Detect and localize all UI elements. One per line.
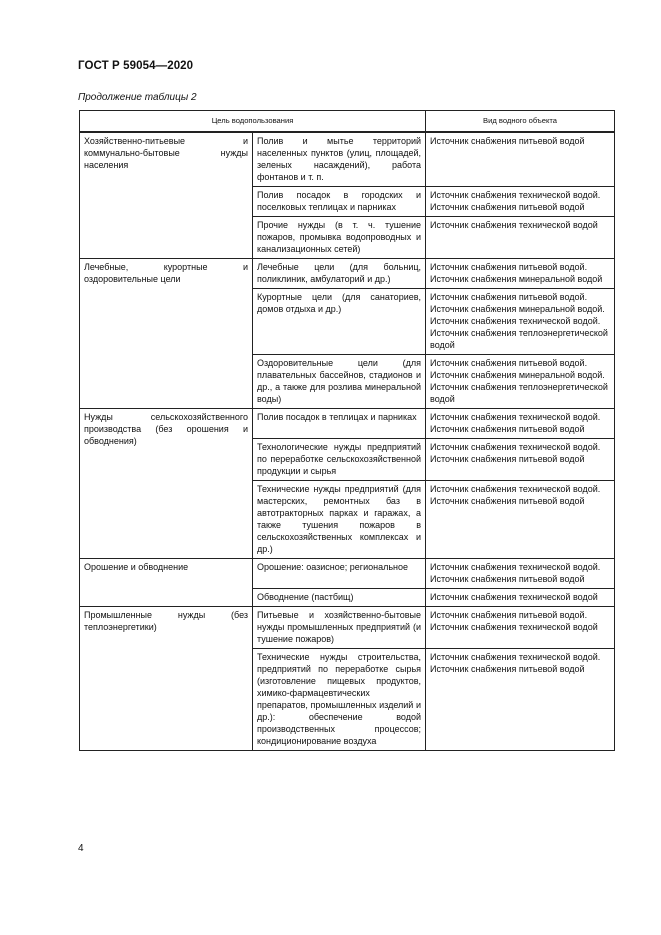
water-source-item: Источник снабжения питьевой водой. (430, 610, 588, 620)
water-source-item: Источник снабжения теплоэнергетической водой (430, 382, 608, 404)
water-source-cell (426, 132, 615, 187)
purpose-cell: Орошение и обводнение (80, 559, 253, 607)
water-source-item: Источник снабжения технической водой. (430, 190, 601, 200)
water-source-item: Источник снабжения технической водой (430, 592, 598, 602)
header-water-object: Вид водного объекта (426, 111, 615, 133)
water-source-item: Источник снабжения технической водой. (430, 412, 601, 422)
water-source-item: Источник снабжения питьевой водой. (430, 262, 588, 272)
table-row (80, 132, 615, 187)
water-source-item: Источник снабжения питьевой водой. (430, 358, 588, 368)
water-source-cell (426, 409, 615, 439)
water-source-item: Источник снабжения технической водой. (430, 442, 601, 452)
purpose-cell: Нужды сельскохозяйственного производства (без орошения и обводнения) (80, 409, 253, 559)
sub-purpose-cell: Полив посадок в теплицах и парниках (253, 409, 426, 439)
sub-purpose-cell: Орошение: оазисное; региональное (253, 559, 426, 589)
water-source-item: Источник снабжения технической водой. (430, 484, 601, 494)
sub-purpose-cell: Курортные цели (для санаториев, домов отдыха и др.) (253, 289, 426, 355)
water-source-cell (426, 589, 615, 607)
water-source-item: Источник снабжения минеральной водой. (430, 304, 605, 314)
water-use-table (79, 110, 615, 751)
table-row (80, 259, 615, 289)
document-code: ГОСТ Р 59054—2020 (78, 60, 194, 72)
water-source-cell (426, 607, 615, 649)
water-source-item: Источник снабжения минеральной водой (430, 274, 603, 284)
water-source-item: Источник снабжения питьевой водой (430, 454, 585, 464)
water-source-cell (426, 355, 615, 409)
table-row (80, 607, 615, 649)
sub-purpose-cell: Оздоровительные цели (для плавательных бассейнов, стадионов и др., а также для розлива минеральной воды) (253, 355, 426, 409)
water-source-item: Источник снабжения питьевой водой. (430, 292, 588, 302)
sub-purpose-cell: Технические нужды предприятий (для мастерских, ремонтных баз в автотракторных парках и гаражах, а также тушения пожаров в сельскохозяйственных комплексах и др.) (253, 481, 426, 559)
sub-purpose-cell: Обводнение (пастбищ) (253, 589, 426, 607)
table-row (80, 559, 615, 589)
water-source-item: Источник снабжения теплоэнергетической водой (430, 328, 608, 350)
sub-purpose-cell: Лечебные цели (для больниц, поликлиник, амбулаторий и др.) (253, 259, 426, 289)
water-source-item: Источник снабжения технической водой. (430, 316, 601, 326)
water-source-item: Источник снабжения технической водой (430, 220, 598, 230)
sub-purpose-cell: Полив посадок в городских и поселковых теплицах и парниках (253, 187, 426, 217)
sub-purpose-cell: Технические нужды строительства, предприятий по переработке сырья (изготовление пищевых продуктов, химико-фармацевтических препаратов, промышленных изделий и др.): обеспечение водой производственных процессов; кондиционирование воздуха (253, 649, 426, 751)
water-source-item: Источник снабжения питьевой водой (430, 202, 585, 212)
water-source-item: Источник снабжения технической водой. (430, 652, 601, 662)
water-source-cell (426, 289, 615, 355)
water-source-item: Источник снабжения питьевой водой (430, 496, 585, 506)
water-source-cell (426, 559, 615, 589)
water-source-item: Источник снабжения питьевой водой (430, 136, 585, 146)
sub-purpose-cell: Полив и мытье территорий населенных пунктов (улиц, площадей, зеленых насаждений), работа фонтанов и т. п. (253, 132, 426, 187)
sub-purpose-cell: Питьевые и хозяйственно-бытовые нужды промышленных предприятий (и тушение пожаров) (253, 607, 426, 649)
header-purpose: Цель водопользования (80, 111, 426, 133)
water-source-cell (426, 259, 615, 289)
water-source-item: Источник снабжения питьевой водой (430, 664, 585, 674)
table-body (80, 132, 615, 751)
water-source-cell (426, 481, 615, 559)
water-source-item: Источник снабжения минеральной водой. (430, 370, 605, 380)
table-row (80, 409, 615, 439)
water-source-item: Источник снабжения технической водой. (430, 562, 601, 572)
page-number: 4 (78, 843, 84, 854)
sub-purpose-cell: Прочие нужды (в т. ч. тушение пожаров, промывка водопроводных и канализационных сетей) (253, 217, 426, 259)
table-header-row (80, 111, 615, 133)
water-source-item: Источник снабжения питьевой водой (430, 424, 585, 434)
table-caption: Продолжение таблицы 2 (78, 92, 197, 103)
purpose-cell: Промышленные нужды (без теплоэнергетики) (80, 607, 253, 751)
water-source-item: Источник снабжения технической водой (430, 622, 598, 632)
water-source-cell (426, 217, 615, 259)
purpose-cell: Хозяйственно-питьевые и коммунально-бытовые нужды населения (80, 132, 253, 259)
water-source-cell (426, 439, 615, 481)
water-source-cell (426, 187, 615, 217)
sub-purpose-cell: Технологические нужды предприятий по переработке сельскохозяйственной продукции и сырья (253, 439, 426, 481)
water-source-cell (426, 649, 615, 751)
purpose-cell: Лечебные, курортные и оздоровительные цели (80, 259, 253, 409)
water-source-item: Источник снабжения питьевой водой (430, 574, 585, 584)
